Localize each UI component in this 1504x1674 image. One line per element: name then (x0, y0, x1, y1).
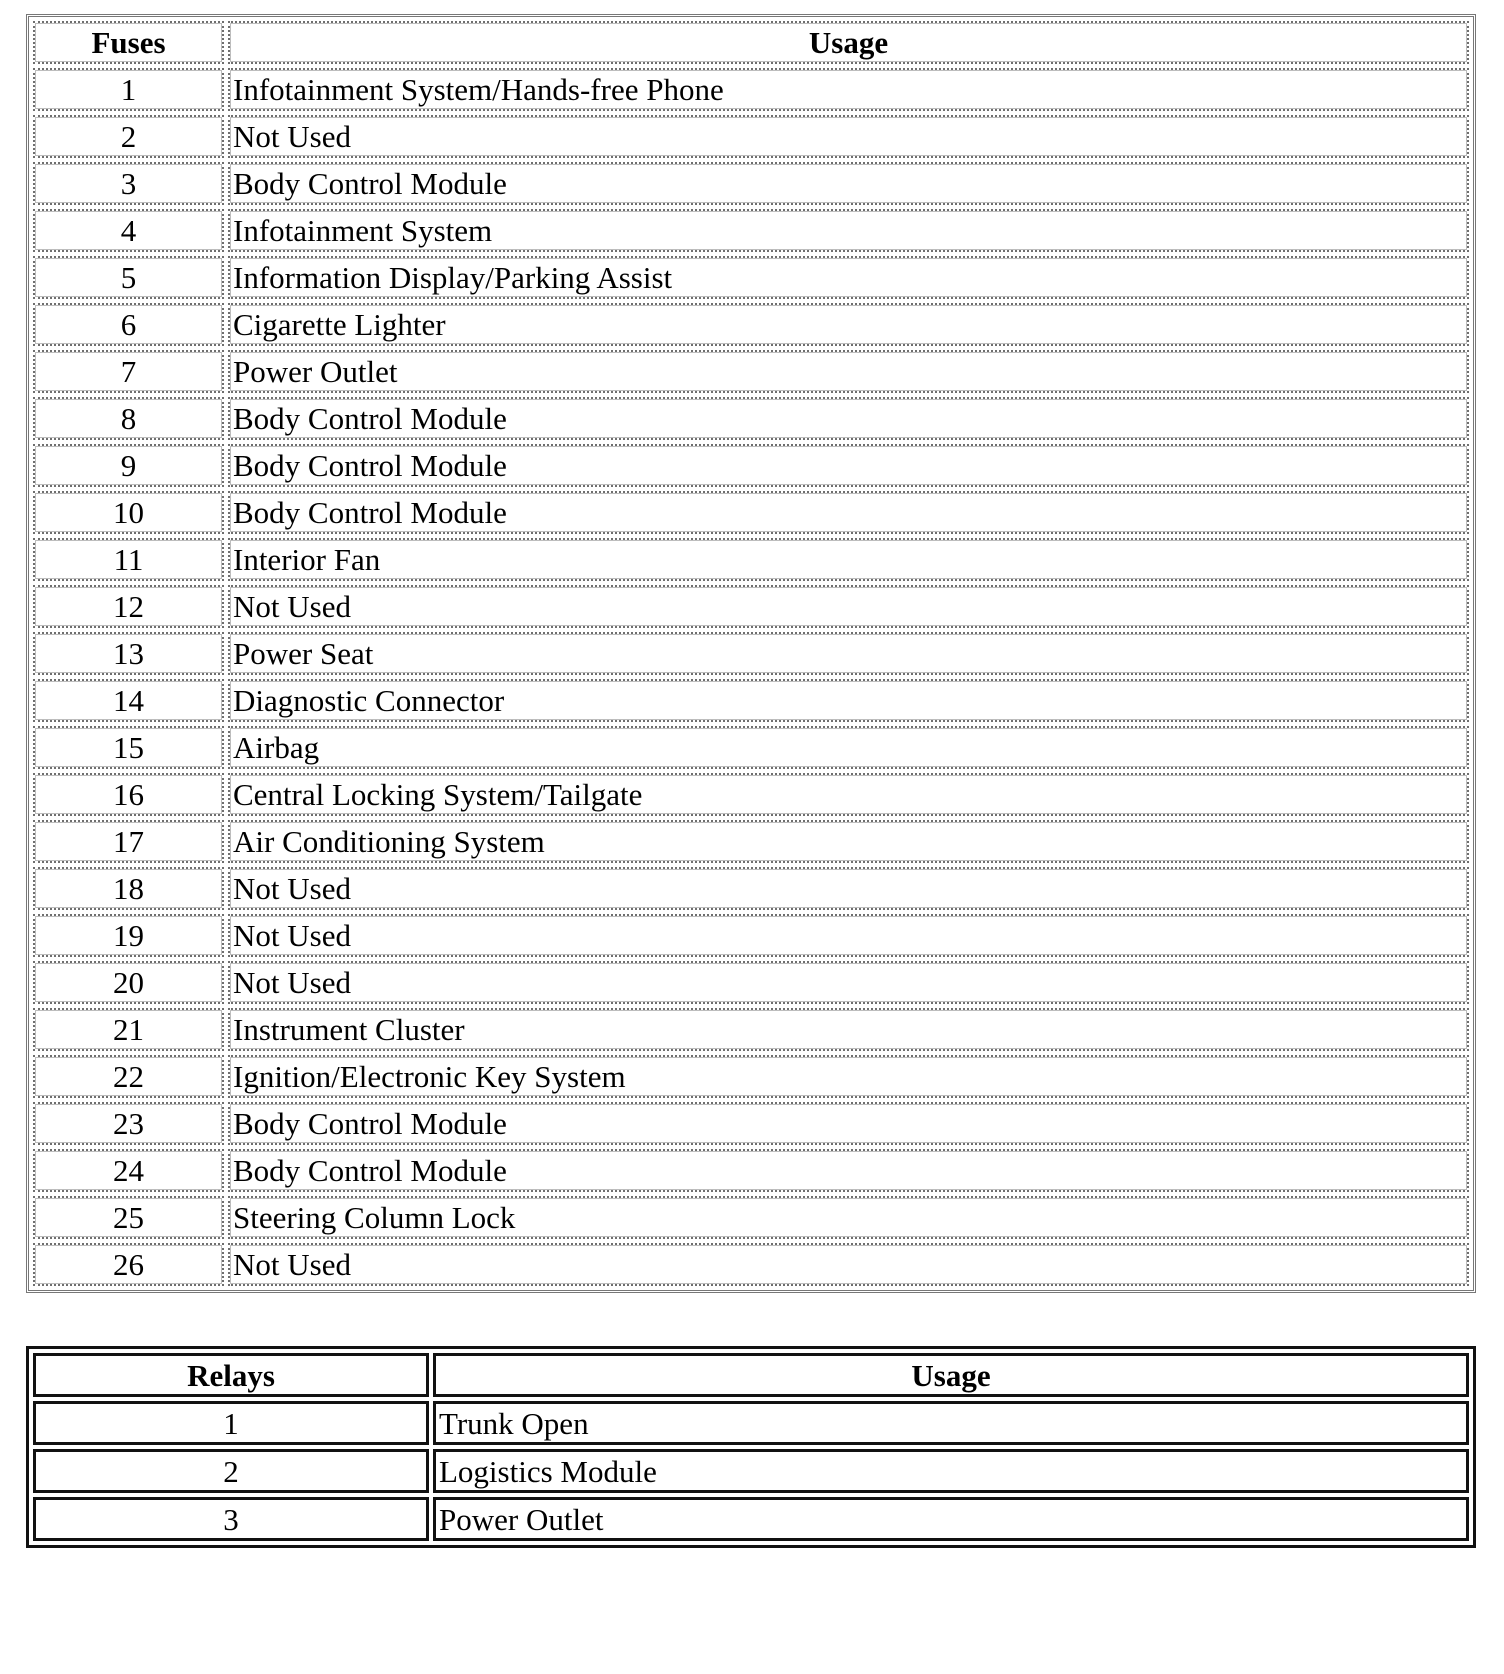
fuse-number: 12 (33, 585, 224, 628)
fuse-usage: Information Display/Parking Assist (228, 256, 1469, 299)
fuses-header-row (33, 21, 1469, 64)
fuse-number: 11 (33, 538, 224, 581)
table-row (33, 350, 1469, 393)
fuse-usage: Power Seat (228, 632, 1469, 675)
table-row (33, 585, 1469, 628)
fuse-usage: Diagnostic Connector (228, 679, 1469, 722)
fuse-usage: Body Control Module (228, 444, 1469, 487)
fuse-number: 16 (33, 773, 224, 816)
relay-number: 3 (33, 1497, 429, 1541)
fuse-number: 10 (33, 491, 224, 534)
fuse-number: 26 (33, 1243, 224, 1286)
table-row (33, 1401, 1469, 1445)
fuse-number: 21 (33, 1008, 224, 1051)
table-row (33, 726, 1469, 769)
table-row (33, 256, 1469, 299)
table-row (33, 1497, 1469, 1541)
table-row (33, 1055, 1469, 1098)
fuse-usage: Body Control Module (228, 491, 1469, 534)
fuse-usage: Infotainment System/Hands-free Phone (228, 68, 1469, 111)
fuse-usage: Cigarette Lighter (228, 303, 1469, 346)
fuse-usage: Interior Fan (228, 538, 1469, 581)
relay-usage: Trunk Open (433, 1401, 1469, 1445)
table-row (33, 773, 1469, 816)
fuse-number: 7 (33, 350, 224, 393)
table-row (33, 1196, 1469, 1239)
fuse-usage: Air Conditioning System (228, 820, 1469, 863)
relays-header-row (33, 1353, 1469, 1397)
relays-usage-column-header: Usage (433, 1353, 1469, 1397)
relays-table (26, 1346, 1476, 1548)
relays-column-header: Relays (33, 1353, 429, 1397)
table-row (33, 820, 1469, 863)
fuse-number: 8 (33, 397, 224, 440)
fuse-usage: Body Control Module (228, 1102, 1469, 1145)
table-row (33, 1243, 1469, 1286)
table-row (33, 914, 1469, 957)
table-row (33, 679, 1469, 722)
fuse-number: 15 (33, 726, 224, 769)
fuse-number: 5 (33, 256, 224, 299)
table-row (33, 162, 1469, 205)
table-row (33, 867, 1469, 910)
table-row (33, 961, 1469, 1004)
table-row (33, 115, 1469, 158)
fuse-number: 6 (33, 303, 224, 346)
fuse-number: 9 (33, 444, 224, 487)
fuse-usage: Central Locking System/Tailgate (228, 773, 1469, 816)
table-row (33, 1008, 1469, 1051)
table-row (33, 1449, 1469, 1493)
fuse-usage: Ignition/Electronic Key System (228, 1055, 1469, 1098)
fuse-usage: Infotainment System (228, 209, 1469, 252)
fuse-usage: Power Outlet (228, 350, 1469, 393)
fuse-number: 1 (33, 68, 224, 111)
fuse-usage: Body Control Module (228, 397, 1469, 440)
fuse-usage: Instrument Cluster (228, 1008, 1469, 1051)
fuse-usage: Not Used (228, 961, 1469, 1004)
fuse-number: 22 (33, 1055, 224, 1098)
fuse-number: 19 (33, 914, 224, 957)
relay-usage: Power Outlet (433, 1497, 1469, 1541)
table-row (33, 1102, 1469, 1145)
fuses-column-header: Fuses (33, 21, 224, 64)
table-row (33, 538, 1469, 581)
fuse-number: 17 (33, 820, 224, 863)
table-row (33, 444, 1469, 487)
fuse-usage: Airbag (228, 726, 1469, 769)
fuses-table (26, 14, 1476, 1293)
fuse-number: 2 (33, 115, 224, 158)
fuse-usage: Not Used (228, 914, 1469, 957)
table-row (33, 1149, 1469, 1192)
fuse-usage: Not Used (228, 115, 1469, 158)
relay-usage: Logistics Module (433, 1449, 1469, 1493)
fuses-usage-column-header: Usage (228, 21, 1469, 64)
fuse-number: 25 (33, 1196, 224, 1239)
fuse-number: 14 (33, 679, 224, 722)
table-row (33, 303, 1469, 346)
fuse-usage: Body Control Module (228, 1149, 1469, 1192)
table-row (33, 68, 1469, 111)
fuse-number: 13 (33, 632, 224, 675)
fuse-usage: Not Used (228, 585, 1469, 628)
fuse-number: 20 (33, 961, 224, 1004)
fuse-usage: Body Control Module (228, 162, 1469, 205)
fuse-usage: Steering Column Lock (228, 1196, 1469, 1239)
table-row (33, 491, 1469, 534)
fuse-usage: Not Used (228, 867, 1469, 910)
fuse-number: 24 (33, 1149, 224, 1192)
relay-number: 2 (33, 1449, 429, 1493)
table-row (33, 209, 1469, 252)
fuse-usage: Not Used (228, 1243, 1469, 1286)
fuse-number: 23 (33, 1102, 224, 1145)
table-row (33, 397, 1469, 440)
fuse-number: 18 (33, 867, 224, 910)
fuse-number: 3 (33, 162, 224, 205)
relay-number: 1 (33, 1401, 429, 1445)
fuse-number: 4 (33, 209, 224, 252)
table-row (33, 632, 1469, 675)
